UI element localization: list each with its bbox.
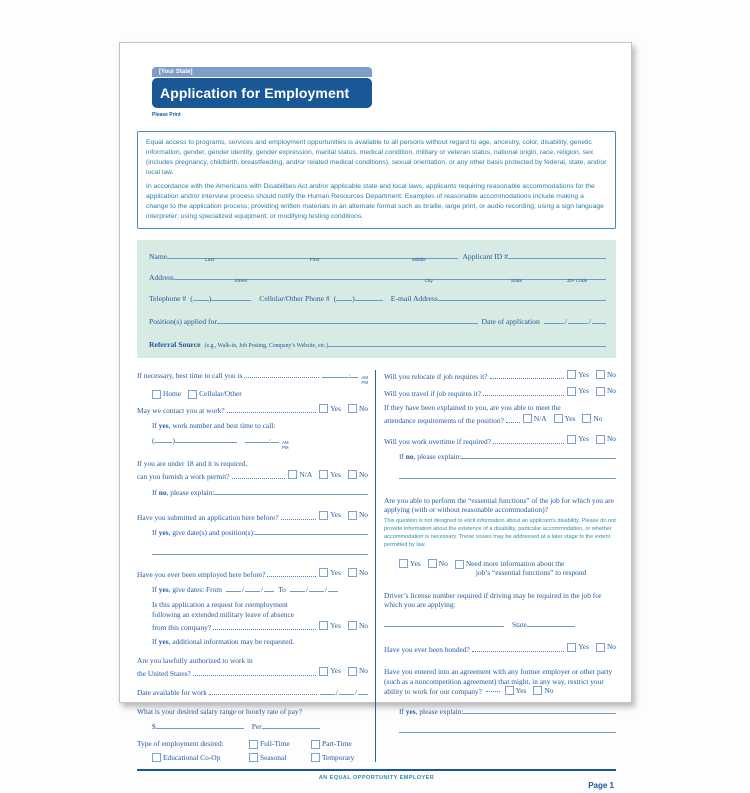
- authorized-question-line1: Are you lawfully authorized to work in: [137, 655, 253, 665]
- leader-dots: [490, 378, 565, 379]
- best-time-question: If necessary, best time to call you is: [137, 370, 243, 380]
- overtime-explain-field[interactable]: [461, 451, 616, 459]
- form-title: Application for Employment: [160, 85, 350, 101]
- salary-per-field[interactable]: [262, 721, 320, 729]
- email-field[interactable]: [438, 293, 606, 301]
- checkbox-submitted-yes[interactable]: Yes: [319, 510, 341, 519]
- telephone-paren-open: (: [190, 293, 193, 303]
- checkbox-cellular-other[interactable]: Cellular/Other: [188, 389, 242, 398]
- am-pm-label: AM PM: [282, 440, 289, 450]
- date-of-application-label: Date of application: [481, 316, 540, 326]
- overtime-question: Will you work overtime if required?: [384, 436, 492, 446]
- referral-source-hint: (e.g., Walk-in, Job Posting, Company’s Website, etc.): [204, 342, 329, 349]
- leader-dots: [483, 395, 564, 396]
- questions-right-column: [375, 370, 616, 763]
- checkbox-full-time[interactable]: Full-Time: [249, 739, 311, 748]
- telephone-field[interactable]: [208, 293, 251, 303]
- checkbox-travel-yes[interactable]: Yes: [567, 386, 589, 395]
- checkbox-contact-work-yes[interactable]: Yes: [319, 404, 341, 413]
- address-sub-state: State: [510, 278, 523, 284]
- name-label: Name: [149, 251, 168, 261]
- checkbox-overtime-yes[interactable]: Yes: [567, 434, 589, 443]
- agreement-explain-field-line2[interactable]: [399, 725, 616, 733]
- leader-dots: [232, 478, 286, 479]
- date-of-application-field[interactable]: / /: [544, 316, 606, 326]
- am-pm-label: AM PM: [361, 374, 368, 385]
- equal-opportunity-employer-text: AN EQUAL OPPORTUNITY EMPLOYER: [318, 775, 435, 782]
- work-call-time-field[interactable]: [245, 435, 269, 443]
- relocate-question: Will you relocate if job requires it?: [384, 371, 488, 381]
- agreement-if-yes-note: If yes, please explain:: [399, 706, 464, 716]
- reemployment-question-line3: from this company?: [152, 622, 212, 632]
- applicant-identity-panel: [137, 240, 616, 358]
- checkbox-employed-yes[interactable]: Yes: [319, 568, 341, 577]
- essential-functions-fine-print: This question is not designed to elicit information about an applicant’s disability. Please do not provide information about the existence of a disability, particular accommodation, or whether accommodation is necessary. These issues may be addressed at a later stage to the extent permitted by law.: [384, 518, 616, 548]
- leader-dots: [209, 694, 317, 695]
- cellular-field[interactable]: [355, 293, 383, 301]
- leader-dots: [486, 691, 500, 692]
- telephone-paren-close: ): [208, 293, 212, 303]
- checkbox-reemployment-no[interactable]: No: [348, 621, 368, 630]
- per-label: Per: [251, 721, 262, 731]
- checkbox-bonded-yes[interactable]: Yes: [567, 642, 589, 651]
- leader-dots: [506, 422, 520, 423]
- checkbox-employed-no[interactable]: No: [348, 568, 368, 577]
- checkbox-permit-na[interactable]: N/A: [288, 470, 312, 479]
- checkbox-need-more-info[interactable]: Need more information about the job’s “essential functions” to respond: [455, 559, 586, 578]
- notice-paragraph-1: Equal access to programs, services and employment opportunities is available to all persons without regard to age, ancestry, color, disability, genetic information, gender, gender identity, gender expression, marital status, medical condition, military or veteran status, national origin, race, religion, sex (includes pregnancy, childbirth, breastfeeding, and/or related medical conditions), sexual orientation, or any other basis protected by federal, state, and/or local law.: [146, 139, 607, 176]
- checkbox-reemployment-yes[interactable]: Yes: [319, 621, 341, 630]
- attendance-question-line2: attendance requirements of the position?: [384, 415, 504, 425]
- agreement-explain-field[interactable]: [463, 706, 616, 714]
- checkbox-essential-no[interactable]: No: [428, 559, 448, 568]
- leader-dots: [227, 412, 317, 413]
- address-sub-street: Street: [234, 278, 248, 284]
- reemployment-question-line1: Is this application a request for reemployment: [152, 599, 288, 609]
- checkbox-attendance-na[interactable]: N/A: [523, 414, 547, 423]
- dates-positions-field[interactable]: [255, 527, 368, 535]
- work-permit-question: can you furnish a work permit?: [137, 472, 230, 482]
- leader-dots: [193, 675, 316, 676]
- telephone-label: Telephone #: [149, 293, 187, 303]
- referral-source-label: Referral Source: [149, 339, 201, 349]
- dates-positions-field-line2[interactable]: [152, 547, 368, 555]
- state-tag-bar: [152, 67, 372, 77]
- application-form-sheet: [119, 42, 632, 791]
- footer: [137, 771, 616, 793]
- bonded-question: Have you ever been bonded?: [384, 644, 470, 654]
- leader-dots: [493, 443, 564, 444]
- address-sub-city: City: [424, 278, 433, 284]
- position-label: Position(s) applied for: [149, 316, 217, 326]
- checkbox-part-time[interactable]: Part-Time: [311, 739, 381, 748]
- checkbox-permit-no[interactable]: No: [348, 470, 368, 479]
- employment-type-group: [137, 739, 368, 762]
- notice-paragraph-2: In accordance with the Americans with Disabilities Act and/or applicable state and local laws, applicants requiring reasonable accommodations for the application and/or interview process should notify the Human Resources Department. Examples of reasonable accommodations include making a change to the application process; providing written materials in an alternate format such as braille, large print, or audio recording; using a sign language interpreter; using specialized equipment; or modifying testing conditions.: [146, 183, 604, 220]
- form-header: [152, 67, 372, 118]
- checkbox-bonded-no[interactable]: No: [596, 642, 616, 651]
- checkbox-contact-work-no[interactable]: No: [348, 404, 368, 413]
- checkbox-submitted-no[interactable]: No: [348, 510, 368, 519]
- checkbox-attendance-no[interactable]: No: [582, 414, 602, 423]
- leader-dots: [213, 629, 316, 630]
- salary-amount-field[interactable]: [156, 721, 244, 729]
- travel-question: Will you travel if job requires it?: [384, 388, 481, 398]
- drivers-license-field[interactable]: [384, 619, 504, 627]
- cellular-area-field[interactable]: [333, 293, 352, 303]
- referral-source-field[interactable]: [328, 339, 606, 347]
- leader-dots: [472, 651, 564, 652]
- name-sub-last: Last: [205, 257, 215, 263]
- name-field[interactable]: [167, 251, 458, 263]
- checkbox-relocate-no[interactable]: No: [596, 370, 616, 379]
- applicant-id-field[interactable]: [508, 251, 606, 259]
- employment-type-label: Type of employment desired:: [137, 739, 224, 749]
- noncompete-agreement-question: Have you entered into an agreement with any former employer or other party (such as a noncompetition agreement) that might, in any way, restrict your ability to work for our company? Yes No: [384, 667, 613, 697]
- authorized-question-line2: the United States?: [137, 668, 191, 678]
- under-18-question-line1: If you are under 18 and it is required,: [137, 458, 248, 468]
- to-label: To: [278, 585, 286, 595]
- if-yes-additional-note: If yes, additional information may be requested.: [152, 637, 295, 647]
- checkbox-travel-no[interactable]: No: [596, 386, 616, 395]
- permit-explain-field[interactable]: [214, 487, 368, 495]
- reemployment-question-line2: following an extended military leave of absence: [152, 610, 295, 620]
- applicant-id-label: Applicant ID #: [462, 251, 508, 261]
- work-call-minutes-field[interactable]: [271, 435, 279, 443]
- checkbox-home[interactable]: Home: [152, 389, 181, 398]
- checkbox-attendance-yes[interactable]: Yes: [554, 414, 576, 423]
- address-sub-zip: ZIP Code: [567, 278, 588, 284]
- checkbox-seasonal[interactable]: Seasonal: [249, 753, 311, 762]
- checkbox-permit-yes[interactable]: Yes: [319, 470, 341, 479]
- leader-dots: [267, 576, 316, 577]
- page-number: Page 1: [588, 781, 614, 791]
- form-title-banner: [152, 78, 372, 108]
- name-sub-middle: Middle: [411, 257, 426, 263]
- equal-access-notice: [137, 131, 616, 229]
- address-label: Address: [149, 272, 174, 282]
- telephone-area-field[interactable]: [193, 293, 209, 301]
- contact-at-work-question: May we contact you at work?: [137, 406, 225, 416]
- best-time-field[interactable]: [322, 370, 348, 378]
- checkbox-overtime-no[interactable]: No: [596, 434, 616, 443]
- checkbox-authorized-yes[interactable]: Yes: [319, 666, 341, 675]
- work-area-code-field[interactable]: [154, 435, 172, 443]
- leader-dots: [244, 377, 319, 378]
- license-state-field[interactable]: [527, 619, 575, 627]
- best-time-minutes-field[interactable]: [350, 370, 358, 378]
- checkbox-agreement-no[interactable]: No: [533, 686, 553, 695]
- address-field[interactable]: [174, 272, 606, 284]
- overtime-explain-field-line2[interactable]: [399, 471, 616, 479]
- state-tag-text: [Your State]: [159, 69, 193, 75]
- position-field[interactable]: [217, 316, 478, 324]
- if-yes-dates-positions-note: If yes, give date(s) and position(s):: [152, 528, 256, 538]
- date-available-field[interactable]: / /: [320, 687, 368, 697]
- attendance-question-line1: If they have been explained to you, are you able to meet the: [384, 403, 561, 413]
- cellular-paren-close: ): [352, 293, 355, 303]
- work-number-field[interactable]: [175, 435, 237, 443]
- dollar-sign: $: [152, 721, 156, 731]
- drivers-license-question: Driver’s license number required if driving may be required in the job for which you are applying:: [384, 591, 602, 610]
- cellular-label: Cellular/Other Phone #: [259, 293, 330, 303]
- if-yes-give-dates-note: If yes, give dates: From: [152, 585, 223, 595]
- questions-section: [137, 370, 616, 763]
- if-yes-work-number-note: If yes, work number and best time to call:: [152, 420, 276, 430]
- employed-to-date-field[interactable]: / /: [290, 584, 338, 594]
- essential-functions-question: Are you able to perform the “essential functions” of the job for which you are applying (with or without reasonable accommodation)?: [384, 495, 614, 514]
- date-available-question: Date available for work: [137, 688, 207, 698]
- name-sub-first: First: [309, 257, 320, 263]
- license-state-label: State: [512, 619, 527, 629]
- submitted-before-question: Have you submitted an application here before?: [137, 512, 279, 522]
- please-print-note: Please Print: [152, 112, 181, 118]
- checkbox-essential-yes[interactable]: Yes: [399, 559, 421, 568]
- checkbox-agreement-yes[interactable]: Yes: [505, 686, 527, 695]
- cellular-paren-open: (: [333, 293, 337, 303]
- email-label: E-mail Address: [390, 293, 438, 303]
- overtime-if-no-note: If no, please explain:: [399, 452, 462, 462]
- if-no-explain-note: If no, please explain:: [152, 487, 215, 497]
- questions-left-column: If necessary, best time to call you is : AM PM Home Cellular/Other May we contact you at work? Yes No If yes, work number and best time to call: ( ) : AM PM If you are under 18 and it is required, can you furnish a work permit? N/A Yes No If no, please explain: Have you submitted an application here before? Yes No If yes, give date(s) and position(s): Have you ever been employed here before? Yes No If yes, give dates: From / / To / / Is this application a request for reemployment following an extended military leave of absence from this company? Yes No If yes, additional information may be requested. Are you lawfully authorized to work in the United States? Yes No Date available for work / / What is your desired salary range or hourly rate of pay? $ Per Type of employment desired: Full-Time Part-Time Educational Co-Op Seasonal Temporary: [137, 370, 375, 763]
- employed-from-date-field[interactable]: / /: [226, 584, 274, 594]
- employed-before-question: Have you ever been employed here before?: [137, 569, 266, 579]
- checkbox-relocate-yes[interactable]: Yes: [567, 370, 589, 379]
- salary-question: What is your desired salary range or hourly rate of pay?: [137, 706, 302, 716]
- checkbox-educational-coop[interactable]: Educational Co-Op: [152, 753, 249, 762]
- checkbox-authorized-no[interactable]: No: [348, 666, 368, 675]
- leader-dots: [281, 519, 317, 520]
- checkbox-temporary[interactable]: Temporary: [311, 753, 381, 762]
